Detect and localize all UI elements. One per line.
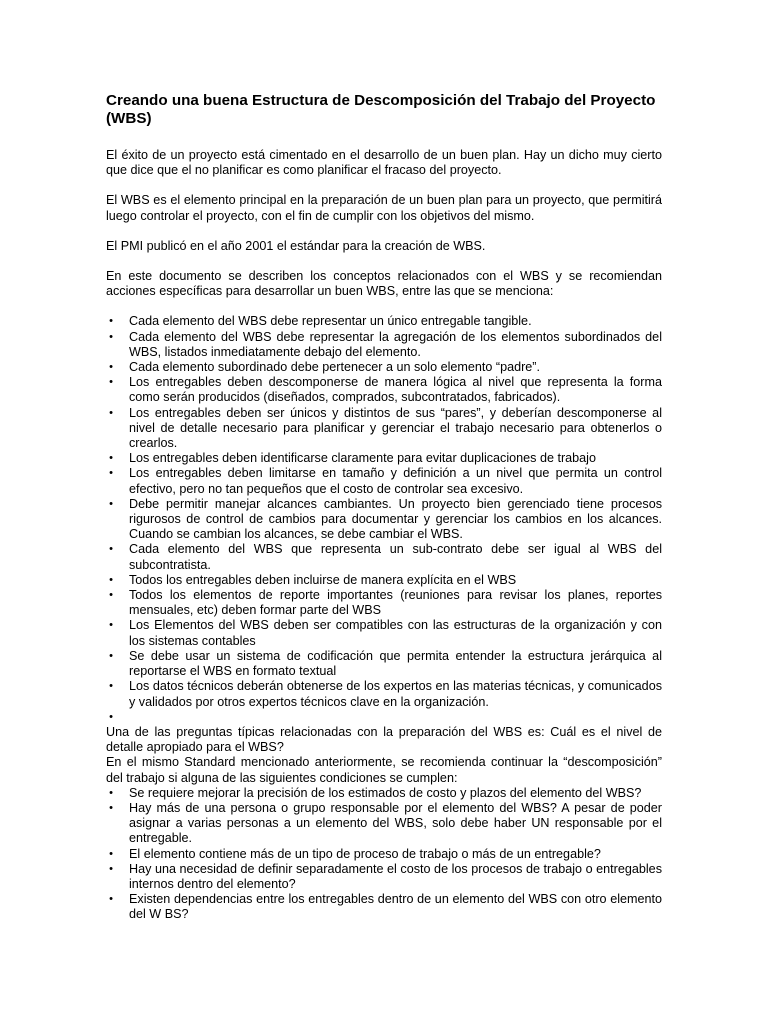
list-item: • Cada elemento del WBS que representa un sub-contrato debe ser igual al WBS del subcontratista. bbox=[106, 542, 662, 572]
bullet-icon: • bbox=[109, 786, 113, 799]
list-item: • Los datos técnicos deberán obtenerse de los expertos en las materias técnicas, y comunicados y validados por otros expertos técnicos clave en la organización. bbox=[106, 679, 662, 709]
bullet-icon: • bbox=[109, 649, 113, 662]
list-item-empty bbox=[106, 710, 662, 725]
list-item: • Debe permitir manejar alcances cambiantes. Un proyecto bien gerenciado tiene procesos rigurosos de control de cambios para documentar y gerenciar los cambios en los alcances. Cuando se cambian los alcances, se debe cambiar el WBS. bbox=[106, 497, 662, 543]
bullet-icon: • bbox=[109, 847, 113, 860]
bullet-icon: • bbox=[109, 315, 113, 328]
bullet-icon: • bbox=[109, 406, 113, 419]
list-item: • Hay una necesidad de definir separadamente el costo de los procesos de trabajo o entregables internos dentro del elemento? bbox=[106, 862, 662, 892]
list-item: • Todos los elementos de reporte importantes (reuniones para revisar los planes, reportes mensuales, etc) deben formar parte del WBS bbox=[106, 588, 662, 618]
recommendations-list bbox=[106, 314, 662, 724]
bullet-icon: • bbox=[109, 573, 113, 586]
list-item: • Se debe usar un sistema de codificación que permita entender la estructura jerárquica al reportarse el WBS en formato textual bbox=[106, 649, 662, 679]
bullet-icon: • bbox=[109, 467, 113, 480]
paragraph-wbs-definition: El WBS es el elemento principal en la preparación de un buen plan para un proyecto, que permitirá luego controlar el proyecto, con el fin de cumplir con los objetivos del mismo. bbox=[106, 193, 662, 223]
decomposition-conditions-list bbox=[106, 786, 662, 923]
list-item: • Todos los entregables deben incluirse de manera explícita en el WBS bbox=[106, 573, 662, 588]
list-item: • Hay más de una persona o grupo responsable por el elemento del WBS? A pesar de poder asignar a varias personas a un elemento del WBS, solo debe haber UN responsable por el entregable. bbox=[106, 801, 662, 847]
list-item: • Se requiere mejorar la precisión de los estimados de costo y plazos del elemento del WBS? bbox=[106, 786, 662, 801]
bullet-icon: • bbox=[109, 376, 113, 389]
list-item: • Los entregables deben ser únicos y distintos de sus “pares”, y deberían descomponerse al nivel de detalle necesario para planificar y gerenciar el trabajo necesario para obtenerlos o crearlos. bbox=[106, 406, 662, 452]
bullet-icon: • bbox=[109, 361, 113, 374]
bullet-icon: • bbox=[109, 862, 113, 875]
bullet-icon: • bbox=[109, 710, 113, 723]
list-item: • Los entregables deben limitarse en tamaño y definición a un nivel que permita un control efectivo, pero no tan pequeños que el costo de controlar sea excesivo. bbox=[106, 466, 662, 496]
list-item: • Existen dependencias entre los entregables dentro de un elemento del WBS con otro elemento del W BS? bbox=[106, 892, 662, 922]
list-item: • Cada elemento del WBS debe representar un único entregable tangible. bbox=[106, 314, 662, 329]
paragraph-intro: El éxito de un proyecto está cimentado en el desarrollo de un buen plan. Hay un dicho muy cierto que dice que el no planificar es como planificar el fracaso del proyecto. bbox=[106, 148, 662, 178]
bullet-icon: • bbox=[109, 589, 113, 602]
paragraph-document-scope: En este documento se describen los conceptos relacionados con el WBS y se recomiendan acciones específicas para desarrollar un buen WBS, entre las que se menciona: bbox=[106, 269, 662, 299]
bullet-icon: • bbox=[109, 330, 113, 343]
paragraph-pmi-standard: El PMI publicó en el año 2001 el estándar para la creación de WBS. bbox=[106, 238, 486, 253]
paragraph-decomposition-criteria: En el mismo Standard mencionado anteriormente, se recomienda continuar la “descomposición” del trabajo si alguna de las siguientes condiciones se cumplen: bbox=[106, 755, 662, 785]
list-item: • Cada elemento del WBS debe representar la agregación de los elementos subordinados del WBS, listados inmediatamente debajo del elemento. bbox=[106, 330, 662, 360]
document-title: Creando una buena Estructura de Descomposición del Trabajo del Proyecto (WBS) bbox=[106, 92, 656, 127]
bullet-icon: • bbox=[109, 543, 113, 556]
list-item: • Los entregables deben identificarse claramente para evitar duplicaciones de trabajo bbox=[106, 451, 662, 466]
bullet-icon: • bbox=[109, 452, 113, 465]
bullet-icon: • bbox=[109, 680, 113, 693]
list-item: • Los entregables deben descomponerse de manera lógica al nivel que representa la forma como serán producidos (diseñados, comprados, subcontratados, fabricados). bbox=[106, 375, 662, 405]
bullet-icon: • bbox=[109, 497, 113, 510]
bullet-icon: • bbox=[109, 801, 113, 814]
bullet-icon: • bbox=[109, 619, 113, 632]
paragraph-detail-question: Una de las preguntas típicas relacionadas con la preparación del WBS es: Cuál es el nivel de detalle apropiado para el WBS? bbox=[106, 724, 662, 755]
list-item: • Cada elemento subordinado debe pertenecer a un solo elemento “padre”. bbox=[106, 360, 662, 375]
bullet-icon: • bbox=[109, 893, 113, 906]
list-item: • El elemento contiene más de un tipo de proceso de trabajo o más de un entregable? bbox=[106, 847, 662, 862]
list-item: • Los Elementos del WBS deben ser compatibles con las estructuras de la organización y con los sistemas contables bbox=[106, 618, 662, 648]
